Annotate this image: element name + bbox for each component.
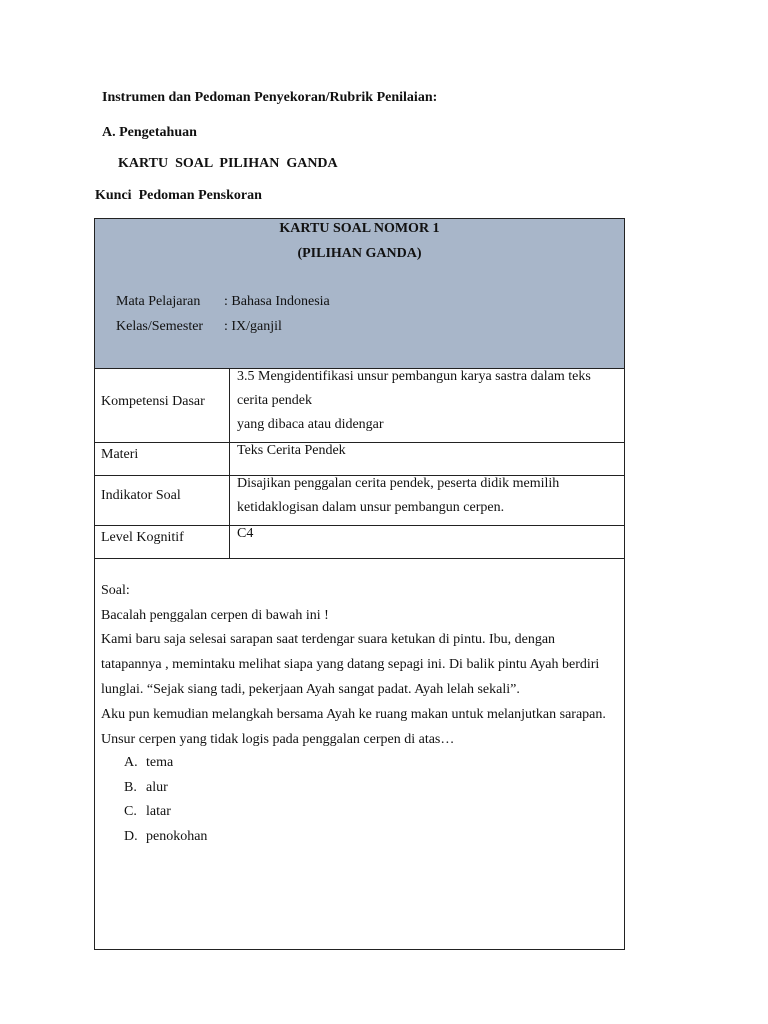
question-label: Soal:: [101, 583, 130, 598]
class-label: Kelas/Semester: [116, 319, 204, 334]
class-value: : IX/ganjil: [224, 319, 282, 334]
option-text: latar: [146, 804, 171, 819]
section-title: A. Pengetahuan: [102, 125, 197, 140]
option-letter: B.: [124, 780, 137, 795]
material-label: Materi: [101, 447, 139, 462]
row-divider: [95, 558, 624, 559]
card-subtitle: (PILIHAN GANDA): [297, 246, 422, 261]
material-value: Teks Cerita Pendek: [237, 443, 346, 458]
question-card: [94, 218, 625, 950]
option-letter: A.: [124, 755, 138, 770]
competency-label: Kompetensi Dasar: [101, 394, 205, 409]
document-heading: Instrumen dan Pedoman Penyekoran/Rubrik Penilaian:: [102, 90, 438, 105]
cognitive-level-label: Level Kognitif: [101, 530, 184, 545]
indicator-line: Disajikan penggalan cerita pendek, peserta didik memilih: [237, 476, 560, 491]
question-line: Unsur cerpen yang tidak logis pada penggalan cerpen di atas…: [101, 732, 455, 747]
subject-value: : Bahasa Indonesia: [224, 294, 330, 309]
card-header: [95, 219, 624, 369]
competency-line: cerita pendek: [237, 393, 313, 408]
subject-label: Mata Pelajaran: [116, 294, 201, 309]
option-letter: D.: [124, 829, 138, 844]
row-divider: [95, 442, 624, 443]
option-text: alur: [146, 780, 168, 795]
indicator-line: ketidaklogisan dalam unsur pembangun cerpen.: [237, 500, 505, 515]
card-type-title: KARTU SOAL PILIHAN GANDA: [118, 156, 338, 171]
competency-line: 3.5 Mengidentifikasi unsur pembangun karya sastra dalam teks: [237, 369, 591, 384]
option-text: penokohan: [146, 829, 208, 844]
question-line: Bacalah penggalan cerpen di bawah ini !: [101, 608, 329, 623]
indicator-label: Indikator Soal: [101, 488, 181, 503]
option-text: tema: [146, 755, 174, 770]
row-divider: [95, 525, 624, 526]
card-title: KARTU SOAL NOMOR 1: [279, 221, 440, 236]
question-line: lunglai. “Sejak siang tadi, pekerjaan Ayah sangat padat. Ayah lelah sekali”.: [101, 682, 520, 697]
competency-line: yang dibaca atau didengar: [237, 417, 384, 432]
key-title: Kunci Pedoman Penskoran: [95, 188, 262, 203]
question-line: tatapannya , memintaku melihat siapa yang datang sepagi ini. Di balik pintu Ayah berdiri: [101, 657, 600, 672]
option-letter: C.: [124, 804, 137, 819]
cognitive-level-value: C4: [237, 526, 254, 541]
column-divider: [229, 368, 230, 558]
question-line: Aku pun kemudian melangkah bersama Ayah ke ruang makan untuk melanjutkan sarapan.: [101, 707, 606, 722]
question-line: Kami baru saja selesai sarapan saat terdengar suara ketukan di pintu. Ibu, dengan: [101, 632, 556, 647]
